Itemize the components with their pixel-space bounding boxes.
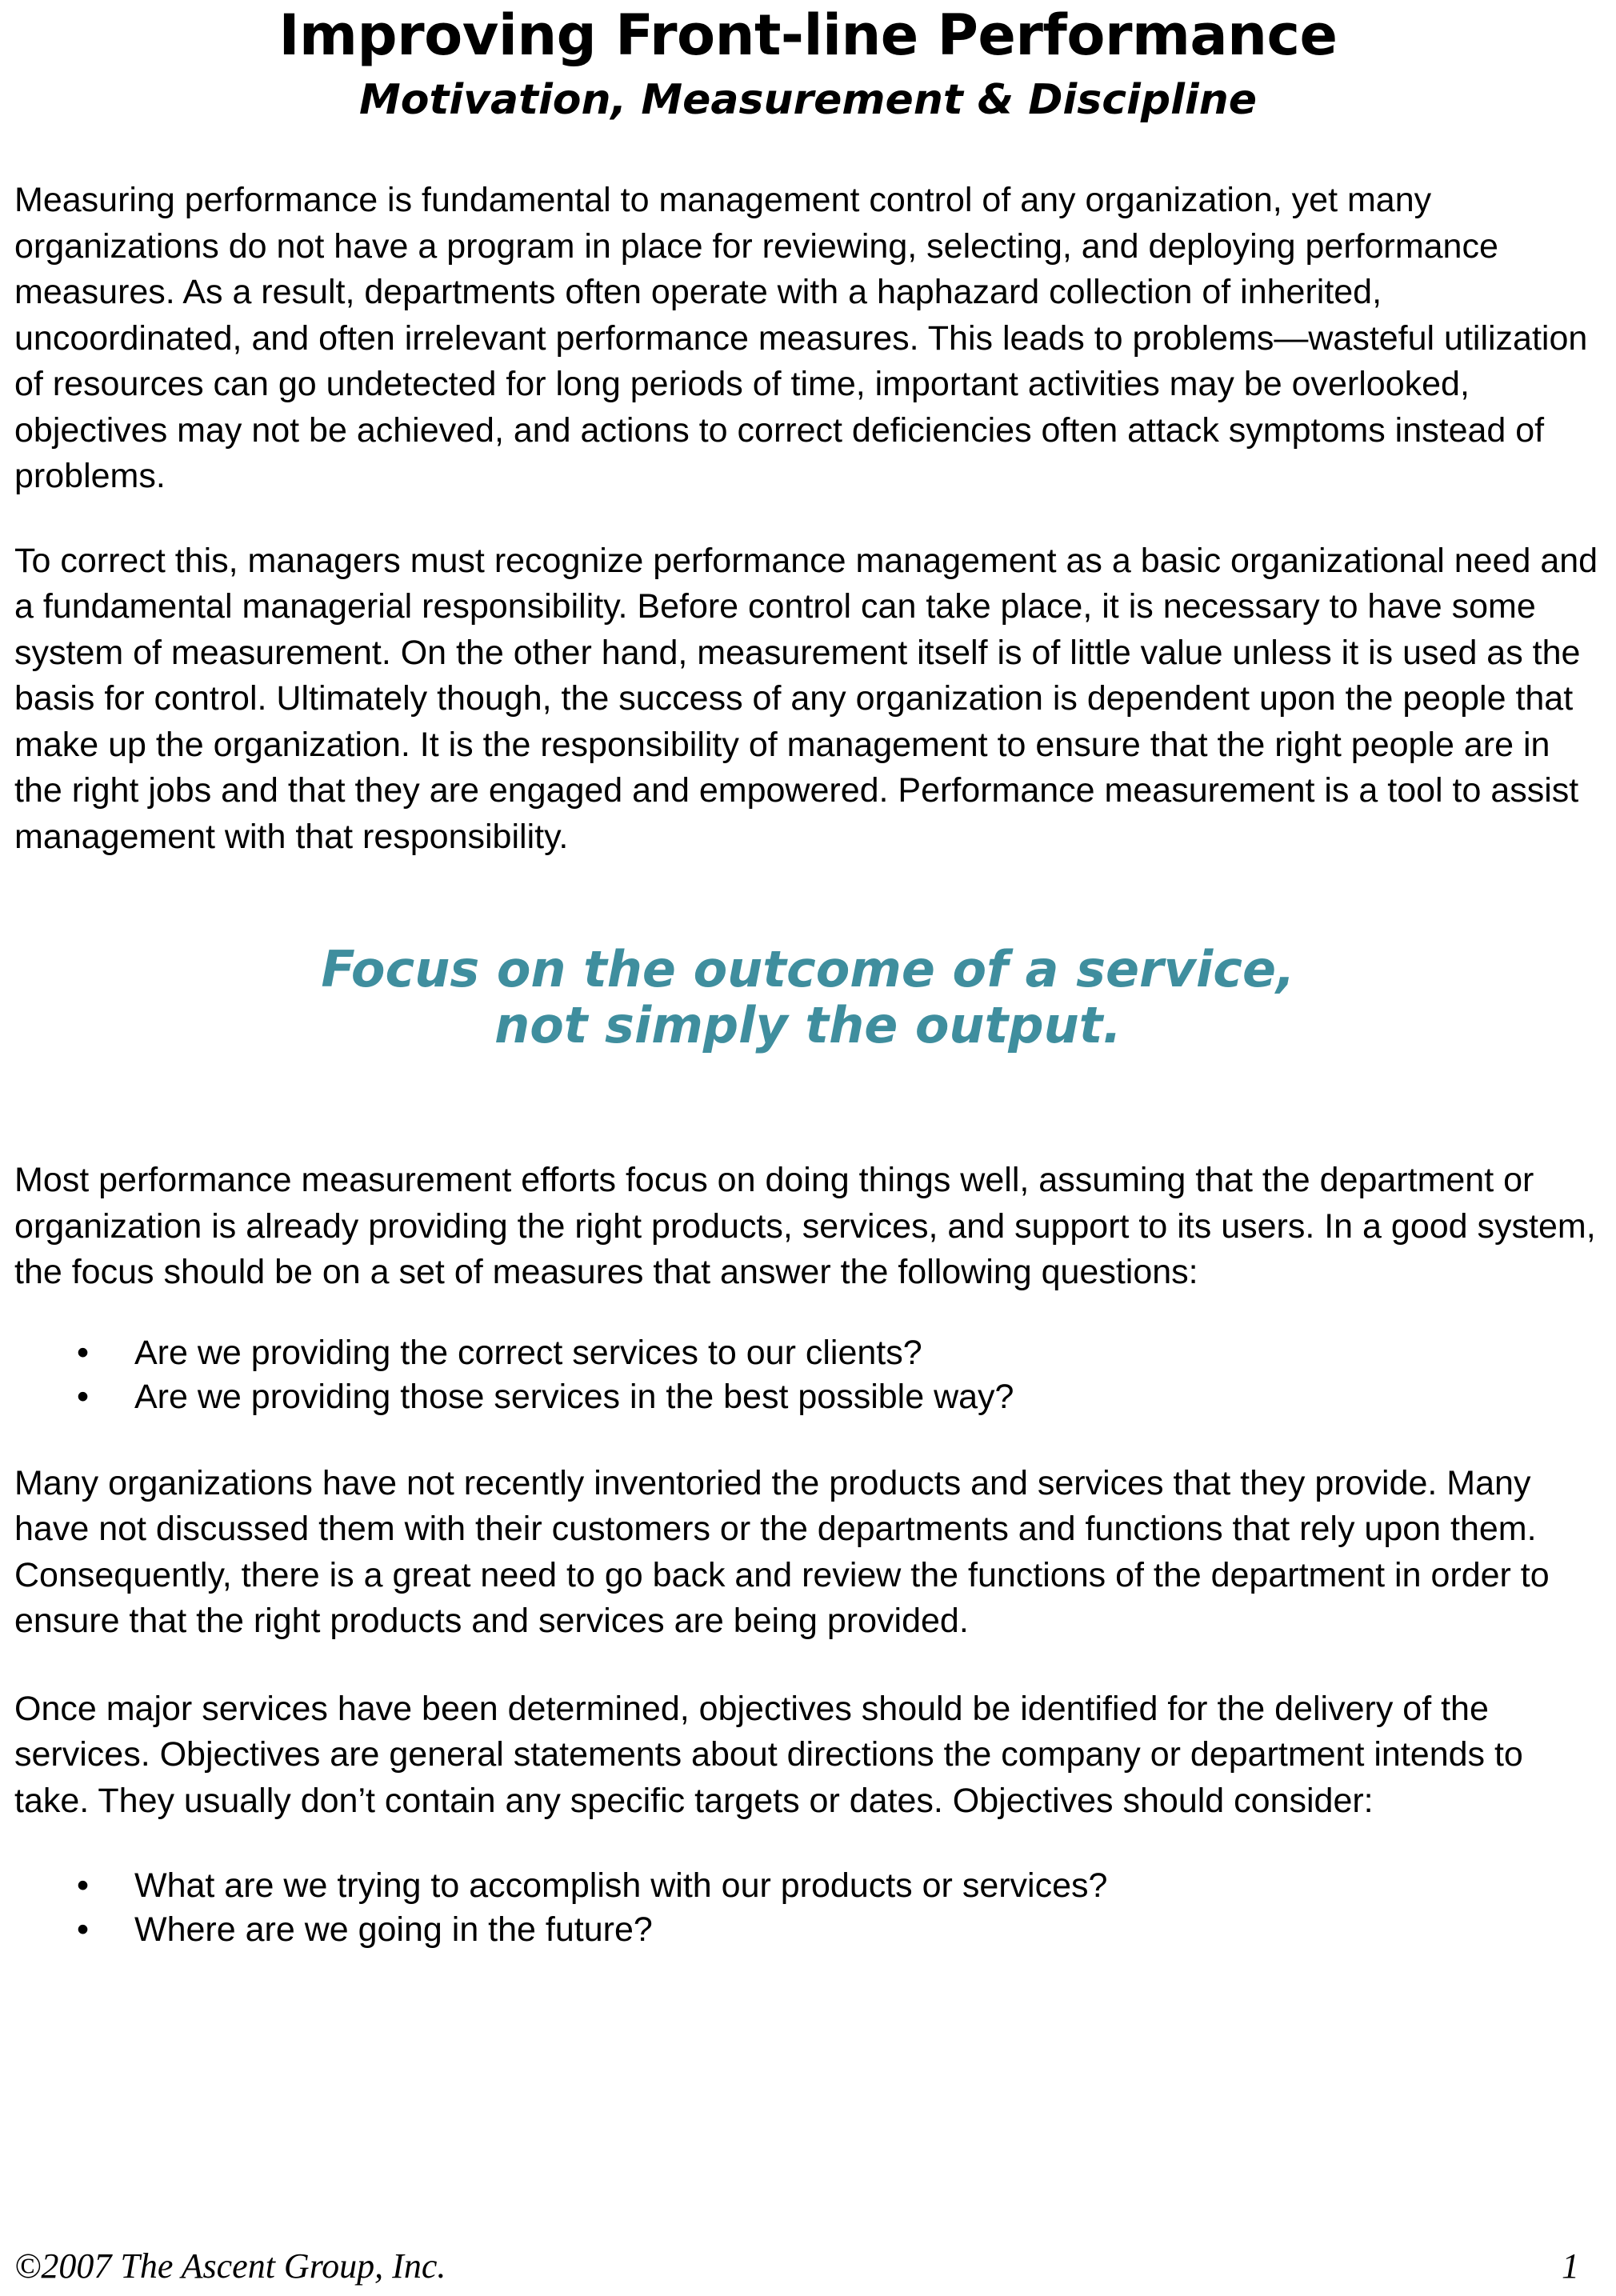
paragraph-1: Measuring performance is fundamental to management control of any organization, yet many organizations do not have a program in place for reviewing, selecting, and deploying performance measures. As a result, departments often operate with a haphazard collection of inherited, uncoordinated, and often irrelevant performance measures. This leads to problems—wasteful utilization of resources can go undetected for long periods of time, important activities may be overlooked, objectives may not be achieved, and actions to correct deficiencies often attack symptoms instead of problems. [14, 181, 1588, 495]
page-number: 1 [1562, 2246, 1579, 2286]
callout-quote [14, 942, 1602, 1054]
bullet-icon: • [77, 1910, 90, 1949]
paragraph-5: Once major services have been determined, objectives should be identified for the delivery of the services. Objectives are general statements about directions the company or department intends to take. They usually don’t contain any specific targets or dates. Objectives should consider: [14, 1689, 1523, 1820]
bullet-icon: • [77, 1866, 90, 1905]
list-item [14, 1908, 1602, 1952]
bullet-icon: • [77, 1377, 90, 1416]
paragraph-2: To correct this, managers must recognize performance management as a basic organizational need and a fundamental managerial responsibility. Before control can take place, it is necessary to have some system of measurement. On the other hand, measurement itself is of little value unless it is used as the basis for control. Ultimately though, the success of any organization is dependent upon the people that make up the organization. It is the responsibility of management to ensure that the right people are in the right jobs and that they are engaged and empowered. Performance measurement is a tool to assist management with that responsibility. [14, 541, 1598, 856]
bullet-icon: • [77, 1333, 90, 1372]
list-item-text: Are we providing those services in the best possible way? [134, 1377, 1014, 1416]
paragraph-3: Most performance measurement efforts focus on doing things well, assuming that the department or organization is already providing the right products, services, and support to its users. In a good system, the focus should be on a set of measures that answer the following questions: [14, 1161, 1596, 1291]
list-item [14, 1864, 1602, 1908]
list-item-text: Where are we going in the future? [134, 1910, 653, 1949]
document-page [14, 0, 1602, 1952]
question-list-1 [14, 1331, 1602, 1419]
callout-line-2: not simply the output. [494, 996, 1122, 1054]
list-item [14, 1331, 1602, 1375]
footer-copyright: ©2007 The Ascent Group, Inc. [14, 2246, 446, 2286]
list-item-text: Are we providing the correct services to our clients? [134, 1333, 922, 1372]
question-list-2 [14, 1864, 1602, 1952]
page-title: Improving Front-line Performance [278, 2, 1338, 68]
page-subtitle: Motivation, Measurement & Discipline [358, 76, 1258, 124]
list-item [14, 1375, 1602, 1419]
list-item-text: What are we trying to accomplish with our products or services? [134, 1866, 1108, 1905]
paragraph-4: Many organizations have not recently inventoried the products and services that they provide. Many have not discussed them with their customers or the departments and functions that rely upon them. Consequently, there is a great need to go back and review the functions of the department in order to ensure that the right products and services are being provided. [14, 1463, 1550, 1640]
callout-line-1: Focus on the outcome of a service, [321, 940, 1295, 998]
